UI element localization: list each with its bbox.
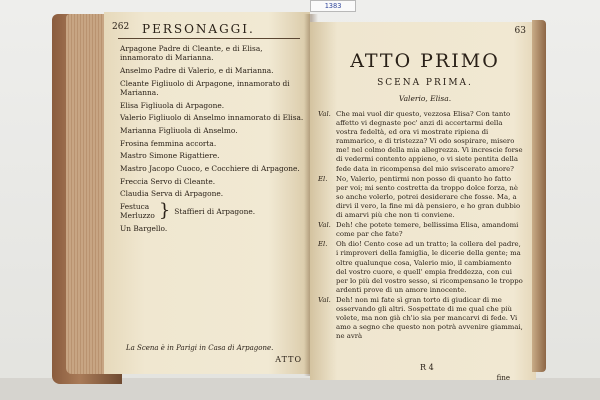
dialogue-line — [318, 110, 524, 174]
speech: Oh dio! Cento cose ad un tratto; la collera del padre, i rimproveri della famiglia, le dicerie della gente; ma oltre qualunque cosa, Valerio mio, il cambiamento del vostro cuore, e quell' empia freddezza, con cui per lo più del vostro sesso, si ricompensano le troppo ardenti prove di un amore innocente. — [336, 240, 523, 294]
cast-name: Merluzzo — [120, 211, 155, 221]
speech: Deh! che potete temere, bellissima Elisa, amandomi come par che fate? — [336, 221, 519, 239]
left-page — [104, 12, 310, 374]
library-stamp: 1383 — [310, 0, 356, 12]
cast-entry: Mastro Jacopo Cuoco, e Cocchiere di Arpagone. — [120, 164, 300, 174]
right-catchword: fine — [496, 374, 510, 382]
speaker: El. — [318, 174, 328, 183]
speaker: El. — [318, 240, 328, 249]
cast-entry: Mastro Simone Rigattiere. — [120, 151, 220, 161]
cast-entry: Valerio Figliuolo di Anselmo innamorato di Elisa. — [120, 113, 304, 123]
cast-entry: Freccia Servo di Cleante. — [120, 176, 216, 186]
book-cover-right — [532, 20, 546, 372]
left-page-number: 262 — [112, 22, 130, 32]
brace-icon: } — [158, 200, 171, 222]
dialogue-line — [318, 296, 524, 341]
signature-mark: R 4 — [420, 363, 434, 372]
right-page-number: 63 — [514, 26, 526, 36]
dialogue-line — [318, 175, 524, 220]
left-page-header: PERSONAGGI. — [142, 22, 255, 36]
header-rule — [118, 38, 300, 39]
cast-entry: Claudia Serva di Arpagone. — [120, 189, 224, 199]
dialogue-line — [318, 240, 524, 295]
dialogue — [318, 110, 524, 342]
cast-entry: Anselmo Padre di Valerio, e di Marianna. — [120, 65, 274, 75]
cast-entry: Elisa Figliuola di Arpagone. — [120, 100, 225, 110]
speaker: Val. — [318, 110, 331, 118]
scene-title: SCENA PRIMA. — [377, 78, 473, 88]
speaker: Val. — [318, 295, 331, 304]
grouped-role: Staffieri di Arpagone. — [174, 206, 256, 216]
cast-entry: Marianna Figliuola di Anselmo. — [120, 125, 238, 135]
cast-entry-grouped — [120, 202, 306, 220]
open-book — [52, 8, 552, 392]
dialogue-line — [318, 221, 524, 239]
speech: No, Valerio, pentirmi non posso di quanto ho fatto per voi; mi sento costretta da troppo dolce forza, nè so anche volerlo, potrei desiderare che fosse. Ma, a dirvi il vero, la fine mi dà pensiero, e ho gran dubbio di amarvi più che non ti conviene. — [336, 174, 521, 220]
left-catchword: ATTO — [275, 355, 302, 364]
speech: Deh! non mi fate sì gran torto di giudicar di me osservando gli altri. Sospettate di me qual che più volete, ma non già ch'io sia per mancarvi di fede. Vi amo a segno che questo non potrà avvenire giammai, ne avrà — [336, 295, 523, 341]
cast-list — [120, 44, 306, 237]
speech: Che mai vuol dir questo, vezzosa Elisa? Con tanto affetto vi degnaste poc' anzi di accertarmi della vostra fedeltà, ed ora vi mostrate ripiena di rammarico, e di tristezza? Vi odo sospirare, misero me! nel colmo della mia allegrezza. Vi increscie forse di vedermi contento appieno, o vi siete pentita della fede data in ricompensa del mio sviscerato amore? — [336, 110, 523, 173]
cast-entry: Un Bargello. — [120, 224, 168, 234]
right-page — [310, 22, 536, 380]
cast-entry: Frosina femmina accorta. — [120, 138, 217, 148]
speaker: Val. — [318, 221, 331, 230]
scene-characters: Valerio, Elisa. — [398, 94, 452, 103]
scene-location-note: La Scena è in Parigi in Casa di Arpagone. — [126, 344, 274, 352]
act-title: ATTO PRIMO — [350, 50, 500, 72]
cast-entry: Arpagone Padre di Cleante, e di Elisa, innamorato di Marianna. — [120, 44, 263, 63]
grouped-names — [120, 202, 155, 220]
cast-name: Festuca — [120, 202, 150, 212]
cast-entry: Cleante Figliuolo di Arpagone, innamorato di Marianna. — [120, 78, 290, 97]
